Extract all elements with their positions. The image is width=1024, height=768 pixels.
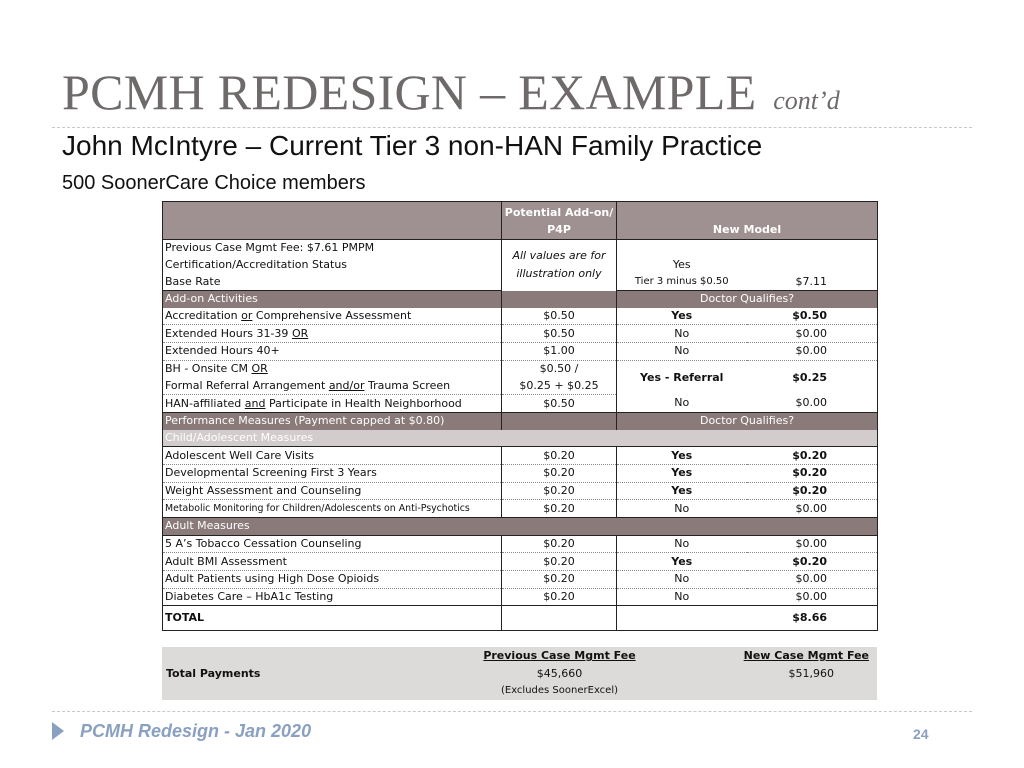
payments-values-row [162, 665, 877, 683]
certification-label: Certification/Accreditation Status [163, 257, 502, 274]
model-value: $0.00 [747, 343, 878, 361]
model-value: $0.00 [747, 395, 878, 413]
potential-value: $0.20 [502, 447, 617, 465]
extended-hours-31-39-label: Extended Hours 31-39 OR [163, 325, 502, 343]
model-value: $0.20 [747, 482, 878, 500]
qualifies-value: Yes [617, 464, 747, 482]
adult-measures-label: Adult Measures [163, 518, 878, 536]
prev-fee-header: Previous Case Mgmt Fee [483, 649, 636, 663]
model-value: $0.20 [747, 464, 878, 482]
header-blank-cell [163, 202, 502, 240]
tier-label: Tier 3 minus $0.50 [617, 273, 747, 290]
payments-header-row [162, 647, 877, 665]
child-measures-label: Child/Adolescent Measures [163, 430, 878, 447]
header-potential-addon: Potential Add-on/ P4P [502, 202, 617, 240]
new-fee-value: $51,960 [788, 666, 834, 680]
qualifies-value: No [617, 588, 747, 606]
qualifies-value: Yes [617, 308, 747, 325]
performance-section-header [163, 412, 878, 429]
table-row [163, 571, 878, 589]
doctor-qualifies-label: Doctor Qualifies? [617, 291, 878, 308]
qualifies-value: Yes [617, 447, 747, 465]
qualifies-value: Yes [617, 553, 747, 571]
bh-onsite-label: BH - Onsite CM OR [163, 360, 502, 377]
addon-section-header [163, 291, 878, 308]
total-payments-label: Total Payments [166, 666, 261, 680]
table-row [163, 308, 878, 325]
base-rate-value: $7.11 [747, 273, 878, 290]
addon-activities-label: Add-on Activities [163, 291, 502, 308]
footer-divider [52, 711, 972, 712]
model-value: $0.00 [747, 535, 878, 553]
qualifies-value: No [617, 343, 747, 361]
measure-label: Developmental Screening First 3 Years [163, 464, 502, 482]
qualifies-value: No [617, 500, 747, 518]
potential-value: $1.00 [502, 343, 617, 361]
potential-value: $0.50 [502, 308, 617, 325]
excludes-note: (Excludes SoonerExcel) [500, 685, 619, 697]
table-row [163, 535, 878, 553]
total-row [163, 606, 878, 631]
doctor-qualifies-label: Doctor Qualifies? [617, 412, 878, 429]
table-row [163, 395, 878, 413]
table-row [163, 500, 878, 518]
qualifies-value: No [617, 571, 747, 589]
potential-value: $0.20 [502, 553, 617, 571]
model-value: $0.00 [747, 500, 878, 518]
adult-measures-header [163, 518, 878, 536]
potential-value: $0.20 [502, 571, 617, 589]
slide-subtitle: John McIntyre – Current Tier 3 non-HAN Family Practice [62, 130, 763, 161]
measure-label: Adult Patients using High Dose Opioids [163, 571, 502, 589]
measure-label: Metabolic Monitoring for Children/Adolescents on Anti-Psychotics [163, 500, 502, 518]
qualifies-value: No [617, 535, 747, 553]
han-affiliated-label: HAN-affiliated and Participate in Health Neighborhood [163, 395, 502, 413]
table-header-row [163, 202, 878, 240]
model-value: $0.00 [747, 588, 878, 606]
potential-value: $0.50 [502, 395, 617, 413]
qualifies-value: Yes - Referral [640, 370, 724, 384]
title-suffix: cont’d [773, 86, 840, 115]
prev-fee-label: Previous Case Mgmt Fee: $7.61 PMPM [163, 240, 502, 257]
accreditation-label: Accreditation or Comprehensive Assessment [163, 308, 502, 325]
potential-value: $0.20 [502, 500, 617, 518]
prev-fee-value: $45,660 [536, 666, 583, 680]
new-fee-header: New Case Mgmt Fee [743, 649, 869, 663]
total-payments-table [162, 647, 877, 700]
potential-value: $0.50 / [502, 360, 617, 377]
table-row [163, 325, 878, 343]
potential-value: $0.20 [502, 464, 617, 482]
qualifies-value: Yes [617, 482, 747, 500]
footer-label: PCMH Redesign - Jan 2020 [80, 721, 312, 741]
model-value: $0.20 [747, 553, 878, 571]
slide-title: PCMH REDESIGN – EXAMPLE cont’d [62, 64, 840, 120]
table-row [163, 343, 878, 361]
qualifies-value: No [617, 325, 747, 343]
potential-value: $0.50 [502, 325, 617, 343]
extended-hours-40-label: Extended Hours 40+ [163, 343, 502, 361]
table-row [163, 240, 878, 257]
model-value: $0.20 [747, 447, 878, 465]
table-row [163, 464, 878, 482]
child-measures-header [163, 430, 878, 447]
table-row [163, 588, 878, 606]
referral-arrangement-label: Formal Referral Arrangement and/or Trauma Screen [163, 378, 502, 395]
measure-label: Weight Assessment and Counseling [163, 482, 502, 500]
page-number: 24 [913, 726, 929, 742]
members-count: 500 SoonerCare Choice members [62, 172, 366, 194]
model-value: $0.00 [747, 325, 878, 343]
payments-note-row [162, 682, 877, 700]
measure-label: 5 A’s Tobacco Cessation Counseling [163, 535, 502, 553]
total-value: $8.66 [747, 606, 878, 631]
total-label: TOTAL [163, 606, 502, 631]
potential-value: $0.25 + $0.25 [502, 378, 617, 395]
measure-label: Diabetes Care – HbA1c Testing [163, 588, 502, 606]
table-row [163, 360, 878, 377]
measure-label: Adolescent Well Care Visits [163, 447, 502, 465]
table-row [163, 553, 878, 571]
table-row [163, 447, 878, 465]
qualifies-value: No [617, 395, 747, 413]
performance-measures-label: Performance Measures (Payment capped at $0.80) [163, 412, 502, 429]
model-value: $0.00 [747, 571, 878, 589]
potential-value: $0.20 [502, 588, 617, 606]
payment-model-table [162, 201, 878, 631]
certification-value: Yes [672, 258, 691, 272]
table-row [163, 482, 878, 500]
model-value: $0.50 [747, 308, 878, 325]
potential-value: $0.20 [502, 482, 617, 500]
potential-value: $0.20 [502, 535, 617, 553]
measure-label: Adult BMI Assessment [163, 553, 502, 571]
illustration-note: All values are for illustration only [502, 240, 617, 291]
base-rate-label: Base Rate [163, 273, 502, 290]
model-value: $0.25 [792, 370, 827, 384]
header-new-model: New Model [617, 202, 878, 240]
triangle-bullet-icon [52, 722, 64, 740]
